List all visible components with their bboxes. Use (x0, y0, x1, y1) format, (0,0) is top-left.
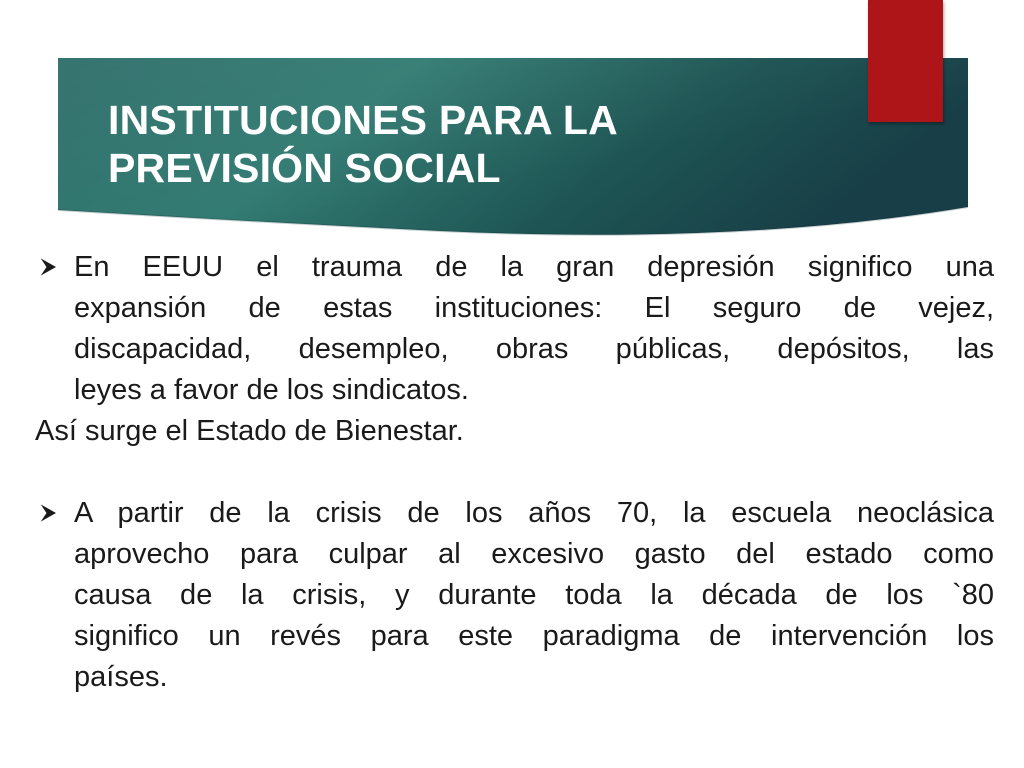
bullet-2-line-3: causa de la crisis, y durante toda la década de los `80 (74, 579, 994, 611)
bullet-2-line-4: significo un revés para este paradigma de intervención los (74, 620, 994, 652)
bullet-2-line-5: países. (74, 661, 168, 693)
bullet-2-line-1: A partir de la crisis de los años 70, la escuela neoclásica (74, 497, 994, 529)
arrowhead-bullet-icon (37, 501, 59, 525)
arrowhead-bullet-icon (37, 255, 59, 279)
bullet-2-line-2: aprovecho para culpar al excesivo gasto del estado como (74, 538, 994, 570)
title-line-1: INSTITUCIONES PARA LA (108, 97, 618, 143)
standalone-line: Así surge el Estado de Bienestar. (35, 415, 464, 447)
bullet-1-line-2: expansión de estas instituciones: El seguro de vejez, (74, 292, 994, 324)
title-line-2: PREVISIÓN SOCIAL (108, 145, 501, 191)
bullet-1-line-1: En EEUU el trauma de la gran depresión significo una (74, 251, 994, 283)
bullet-1-line-3: discapacidad, desempleo, obras públicas, depósitos, las (74, 333, 994, 365)
bullet-1-line-4: leyes a favor de los sindicatos. (74, 374, 469, 406)
